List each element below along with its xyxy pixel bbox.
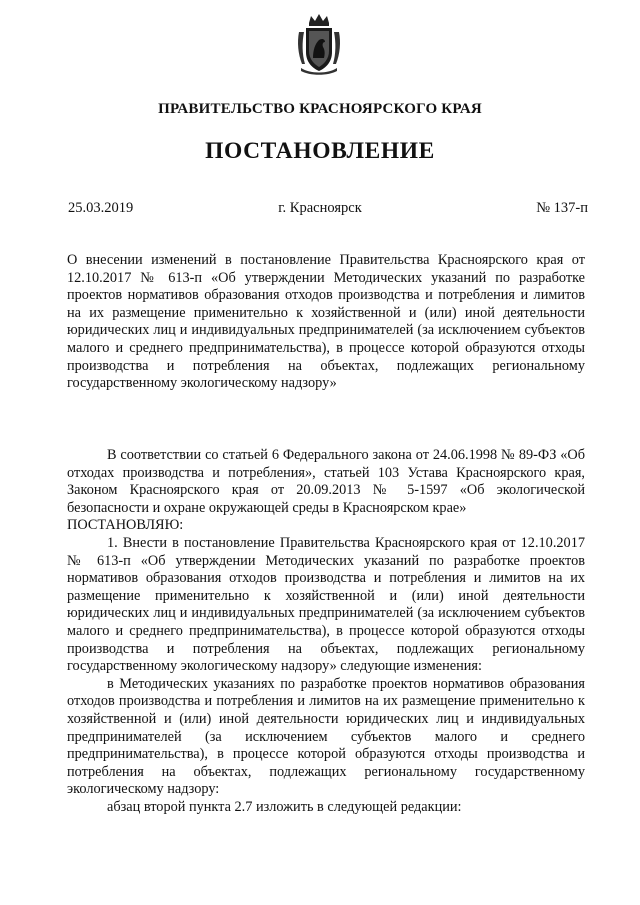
item-1-sub2-paragraph: абзац второй пункта 2.7 изложить в следующей редакции: (107, 798, 462, 815)
document-subject: О внесении изменений в постановление Правительства Красноярского края от 12.10.2017 № 613-п «Об утверждении Методических указаний по разработке проектов нормативов образования отходов производства и потребления и лимитов на их размещение применительно к хозяйственной и (или) иной деятельности юридических лиц и индивидуальных предпринимателей (за исключением субъектов малого и среднего предпринимательства), в процессе которой образуются отходы производства и потребления на объектах, подлежащих региональному государственному экологическому надзору» (67, 252, 585, 392)
organization-title: ПРАВИТЕЛЬСТВО КРАСНОЯРСКОГО КРАЯ (158, 101, 482, 117)
document-number: № 137-п (536, 200, 588, 216)
coat-of-arms-icon (296, 14, 342, 76)
item-1-sub-paragraph: в Методических указаниях по разработке проектов нормативов образования отходов производства и потребления и лимитов на их размещение применительно к хозяйственной и (или) иной деятельности юридических лиц и индивидуальных предпринимателей (за исключением субъектов малого и среднего предпринимательства), в процессе которой образуются отходы производства и потребления на объектах, подлежащих региональному государственному экологическому надзору: (67, 675, 585, 798)
document-type-title: ПОСТАНОВЛЕНИЕ (205, 138, 435, 164)
document-body (67, 447, 585, 816)
document-date: 25.03.2019 (68, 200, 134, 216)
preamble-paragraph: В соответствии со статьей 6 Федерального закона от 24.06.1998 № 89-ФЗ «Об отходах производства и потребления», статьей 103 Устава Красноярского края, Законом Красноярского края от 20.09.2013 № 5-1597 «Об экологической безопасности и охране окружающей среды в Красноярском крае» (67, 447, 585, 516)
item-1-paragraph: 1. Внести в постановление Правительства Красноярского края от 12.10.2017 № 613-п «Об утверждении Методических указаний по разработке проектов нормативов образования отходов производства и потребления и лимитов на их размещение применительно к хозяйственной и (или) иной деятельности юридических лиц и индивидуальных предпринимателей (за исключением субъектов малого и среднего предпринимательства), в процессе которой образуются отходы производства и потребления на объектах, подлежащих региональному государственному экологическому надзору» следующие изменения: (67, 534, 585, 675)
decree-word: ПОСТАНОВЛЯЮ: (67, 517, 184, 534)
document-city: г. Красноярск (278, 200, 362, 216)
